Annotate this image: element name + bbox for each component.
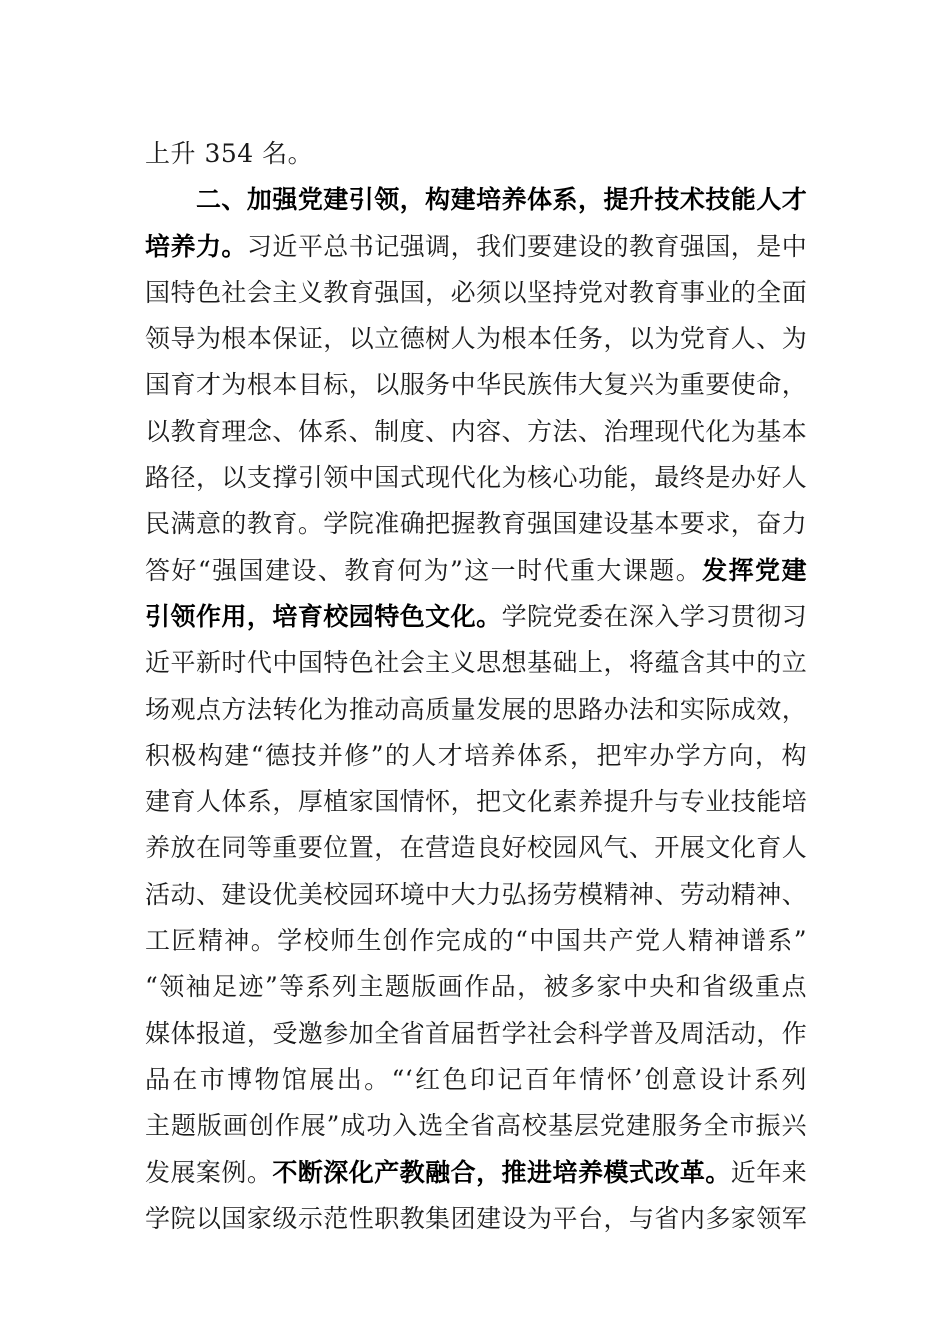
text-run: 发展案例。 bbox=[145, 1157, 273, 1187]
text-line bbox=[145, 316, 807, 362]
text-line bbox=[145, 131, 807, 177]
text-run: 学院党委在深入学习贯彻习 bbox=[501, 601, 807, 631]
text-line bbox=[145, 1150, 807, 1196]
text-line bbox=[145, 1103, 807, 1149]
text-run: 领导为根本保证，以立德树人为根本任务，以为党育人、为 bbox=[145, 324, 807, 354]
text-line bbox=[145, 964, 807, 1010]
text-line bbox=[145, 733, 807, 779]
body-text bbox=[145, 131, 807, 1242]
text-run: 国特色社会主义教育强国，必须以坚持党对教育事业的全面 bbox=[145, 277, 807, 307]
text-line bbox=[145, 918, 807, 964]
text-line bbox=[145, 455, 807, 501]
bold-subheading: 发挥党建 bbox=[702, 555, 807, 585]
text-run: 工匠精神。学校师生创作完成的“中国共产党人精神谱系” bbox=[145, 926, 807, 956]
text-run: 主题版画创作展”成功入选全省高校基层党建服务全市振兴 bbox=[145, 1111, 807, 1141]
text-run: 以教育理念、体系、制度、内容、方法、治理现代化为基本 bbox=[145, 416, 807, 446]
text-run: 民满意的教育。学院准确把握教育强国建设基本要求，奋力 bbox=[145, 509, 807, 539]
section-heading: 培养力。 bbox=[145, 231, 247, 261]
text-run: 养放在同等重要位置，在营造良好校园风气、开展文化育人 bbox=[145, 833, 807, 863]
text-run: 品在市博物馆展出。“‘红色印记百年情怀’创意设计系列 bbox=[145, 1064, 807, 1094]
text-line bbox=[145, 872, 807, 918]
text-run: 国育才为根本目标，以服务中华民族伟大复兴为重要使命， bbox=[145, 370, 807, 400]
text-line bbox=[145, 640, 807, 686]
text-run: 建育人体系，厚植家国情怀，把文化素养提升与专业技能培 bbox=[145, 787, 807, 817]
text-line bbox=[145, 224, 807, 270]
text-line bbox=[145, 687, 807, 733]
text-run: 上升 354 名。 bbox=[145, 139, 314, 168]
text-line bbox=[145, 825, 807, 871]
text-run: 答好“强国建设、教育何为”这一时代重大课题。 bbox=[145, 555, 703, 585]
text-line bbox=[145, 177, 807, 223]
text-line bbox=[145, 1196, 807, 1242]
text-line bbox=[145, 409, 807, 455]
section-heading: 二、加强党建引领，构建培养体系，提升技术技能人才 bbox=[145, 185, 807, 215]
text-run: 场观点方法转化为推动高质量发展的思路办法和实际成效， bbox=[145, 694, 807, 724]
text-line bbox=[145, 1011, 807, 1057]
text-line bbox=[145, 1057, 807, 1103]
text-run: 路径，以支撑引领中国式现代化为核心功能，最终是办好人 bbox=[145, 463, 807, 493]
text-run: 近平新时代中国特色社会主义思想基础上，将蕴含其中的立 bbox=[145, 648, 807, 678]
text-run: 学院以国家级示范性职教集团建设为平台，与省内多家领军 bbox=[145, 1203, 807, 1233]
text-line bbox=[145, 548, 807, 594]
text-run: 活动、建设优美校园环境中大力弘扬劳模精神、劳动精神、 bbox=[145, 879, 807, 909]
bold-subheading: 引领作用，培育校园特色文化。 bbox=[145, 601, 502, 631]
text-run: 媒体报道，受邀参加全省首届哲学社会科学普及周活动，作 bbox=[145, 1018, 807, 1048]
bold-subheading: 不断深化产教融合，推进培养模式改革。 bbox=[272, 1157, 731, 1187]
text-line bbox=[145, 779, 807, 825]
text-run: 习近平总书记强调，我们要建设的教育强国，是中 bbox=[246, 231, 807, 261]
text-run: 积极构建“德技并修”的人才培养体系，把牢办学方向，构 bbox=[145, 740, 807, 770]
text-run: “领袖足迹”等系列主题版画作品，被多家中央和省级重点 bbox=[145, 972, 807, 1002]
text-line bbox=[145, 501, 807, 547]
text-line bbox=[145, 362, 807, 408]
text-line bbox=[145, 594, 807, 640]
text-run: 近年来 bbox=[730, 1157, 807, 1187]
text-line bbox=[145, 270, 807, 316]
